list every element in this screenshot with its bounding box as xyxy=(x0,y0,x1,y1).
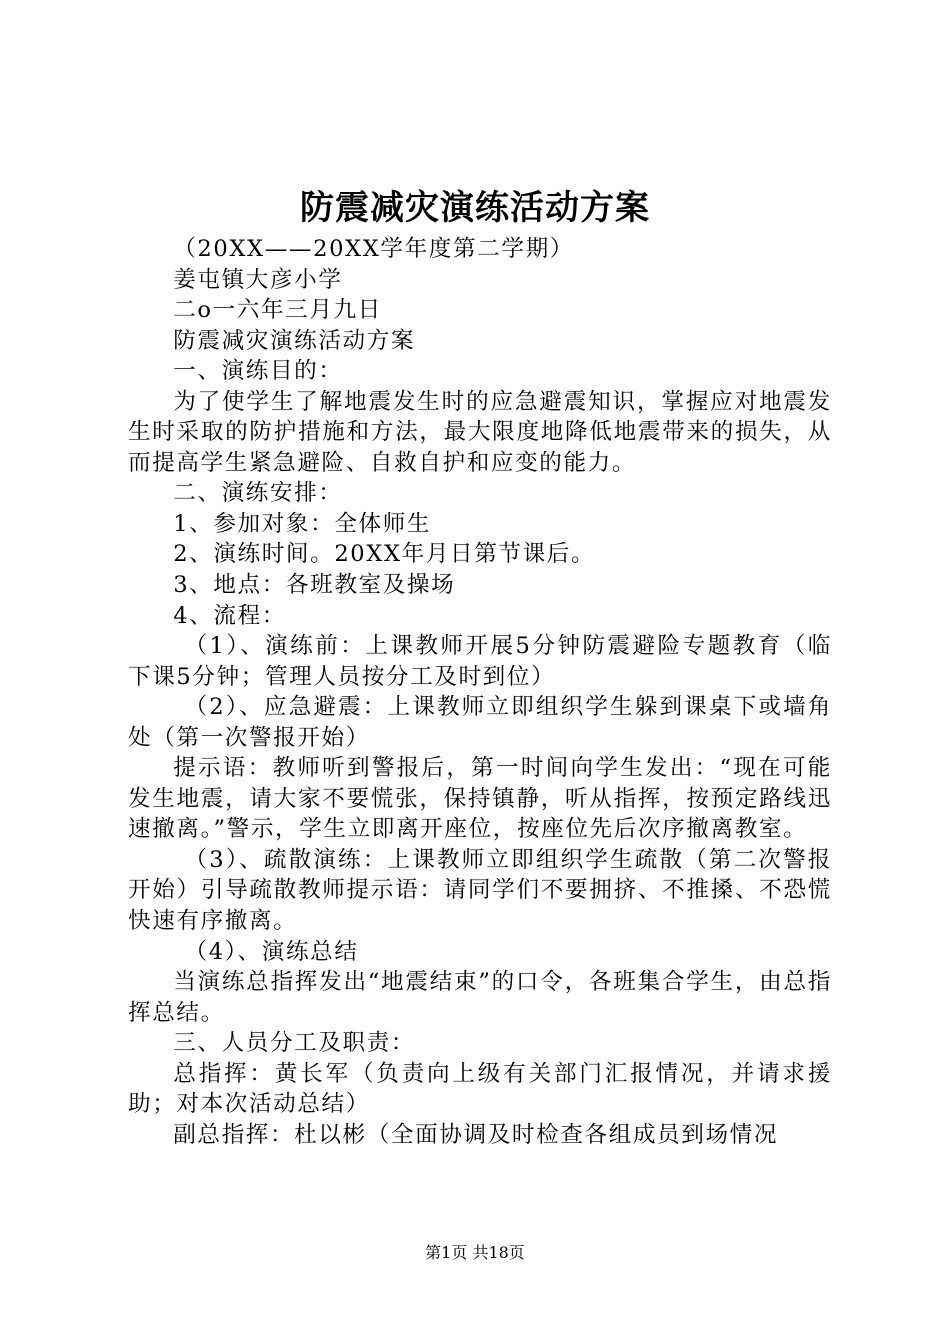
paragraph-purpose: 为了使学生了解地震发生时的应急避震知识，掌握应对地震发生时采取的防护措施和方法，最大限度地降低地震带来的损失，从而提高学生紧急避险、自救自护和应变的能力。 xyxy=(128,388,832,476)
paragraph-process: 4、流程： xyxy=(173,602,286,629)
paragraph-participants: 1、参加对象：全体师生 xyxy=(173,510,432,537)
section-heading-staff: 三、人员分工及职责： xyxy=(173,1030,416,1057)
paragraph-subtitle: 防震减灾演练活动方案 xyxy=(173,327,416,354)
paragraph-time: 2、演练时间。20XX年月日第节课后。 xyxy=(173,541,596,568)
paragraph-prompt: 提示语：教师听到警报后，第一时间向学生发出：“现在可能发生地震，请大家不要慌张，保持镇静，听从指挥，按预定路线迅速撤离。”警示，学生立即离开座位，按座位先后次序撤离教室。 xyxy=(128,755,832,843)
section-heading-arrangement: 二、演练安排： xyxy=(173,480,343,507)
paragraph-date: 二o一六年三月九日 xyxy=(173,297,382,324)
paragraph-location: 3、地点：各班教室及操场 xyxy=(173,572,456,599)
page-footer: 第1页 共18页 xyxy=(425,1243,525,1262)
paragraph-deputy-commander: 副总指挥：杜以彬（全面协调及时检查各组成员到场情况 xyxy=(173,1121,779,1148)
paragraph-term: （20XX——20XX学年度第二学期） xyxy=(173,236,574,262)
paragraph-step-2: （2）、应急避震：上课教师立即组织学生躲到课桌下或墙角处（第一次警报开始） xyxy=(128,694,832,751)
paragraph-summary: 当演练总指挥发出“地震结束”的口令，各班集合学生，由总指挥总结。 xyxy=(128,969,832,1026)
document-title: 防震减灾演练活动方案 xyxy=(300,188,650,228)
document-body xyxy=(128,234,832,1150)
paragraph-step-4: （4）、演练总结 xyxy=(184,938,359,965)
paragraph-school: 姜屯镇大彦小学 xyxy=(173,266,343,293)
paragraph-commander: 总指挥：黄长军（负责向上级有关部门汇报情况，并请求援助；对本次活动总结） xyxy=(128,1060,832,1118)
paragraph-step-1: （1）、演练前：上课教师开展5分钟防震避险专题教育（临下课5分钟；管理人员按分工及时到位） xyxy=(128,633,832,690)
paragraph-step-3: （3）、疏散演练：上课教师立即组织学生疏散（第二次警报开始）引导疏散教师提示语：请同学们不要拥挤、不推搡、不恐慌快速有序撤离。 xyxy=(128,846,832,935)
section-heading-purpose: 一、演练目的： xyxy=(173,358,343,385)
